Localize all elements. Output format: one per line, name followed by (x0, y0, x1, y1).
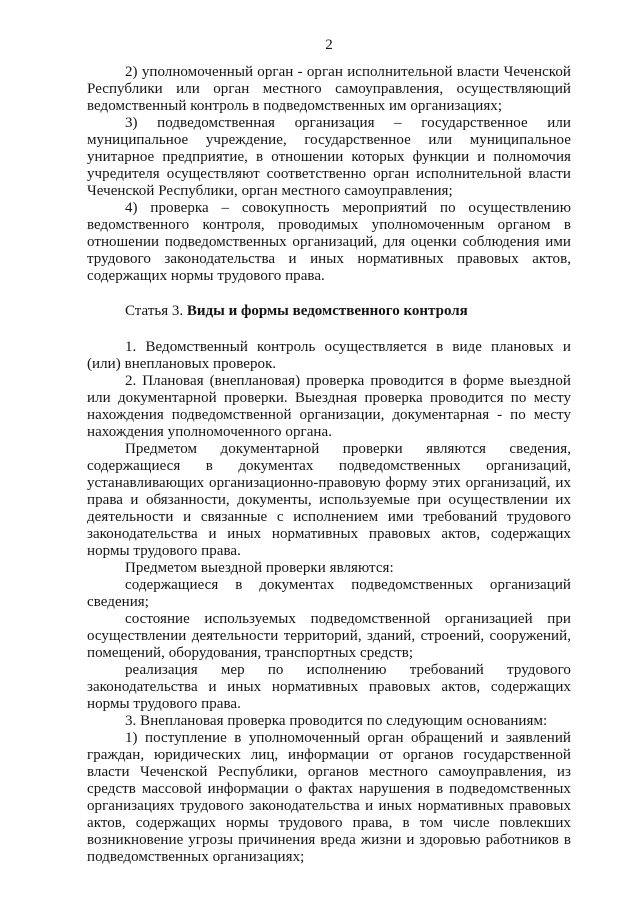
list-item-measures-implementation: реализация мер по исполнению требований трудового законодательства и иных нормативных правовых актов, содержащих нормы трудового права. (87, 662, 571, 712)
paragraph-documentary-subject: Предметом документарной проверки являются сведения, содержащиеся в документах подведомственных организаций, устанавливающих организационно-правовую форму этих организаций, их права и обязанности, документы, используемые при осуществлении их деятельности и связанные с исполнением ими требований трудового законодательства и иных нормативных правовых актов, содержащих нормы трудового права. (87, 441, 571, 559)
page-number: 2 (325, 37, 333, 53)
list-item-documents-info: содержащиеся в документах подведомственных организаций сведения; (87, 577, 571, 610)
paragraph-inspection-forms: 2. Плановая (внеплановая) проверка проводится в форме выездной или документарной проверки. Выездная проверка проводится по месту нахождения подведомственной организации, документарная - по месту нахождения уполномоченного органа. (87, 373, 571, 440)
list-item-premises-condition: состояние используемых подведомственной организацией при осуществлении деятельности территорий, зданий, строений, сооружений, помещений, оборудования, транспортных средств; (87, 611, 571, 661)
paragraph-onsite-subject-intro: Предметом выездной проверки являются: (125, 560, 394, 576)
paragraph-unscheduled-grounds: 3. Внеплановая проверка проводится по следующим основаниям: (125, 713, 548, 729)
article-heading (87, 303, 571, 320)
list-item-ground-appeals: 1) поступление в уполномоченный орган обращений и заявлений граждан, юридических лиц, информации от органов государственной власти Чеченской Республики, органов местного самоуправления, из средств массовой информации о фактах нарушения в подведомственных организациях трудового законодательства и иных нормативных правовых актов, содержащих нормы трудового права, в том числе повлекших возникновение угрозы причинения вреда жизни и здоровью работников в подведомственных организациях; (87, 730, 571, 865)
document-page (87, 36, 571, 866)
definition-item-inspection: 4) проверка – совокупность мероприятий по осуществлению ведомственного контроля, проводимых уполномоченным органом в отношении подведомственных организаций, для оценки соблюдения ими трудового законодательства и иных нормативных правовых актов, содержащих нормы трудового права. (87, 200, 571, 284)
article-title: Виды и формы ведомственного контроля (186, 303, 468, 319)
article-number: Статья 3. (125, 303, 187, 319)
paragraph-control-types: 1. Ведомственный контроль осуществляется в виде плановых и (или) внеплановых проверок. (87, 339, 571, 372)
definition-item-subordinate-organization: 3) подведомственная организация – государственное или муниципальное учреждение, государственное или муниципальное унитарное предприятие, в отношении которых функции и полномочия учредителя осуществляют соответственно орган исполнительной власти Чеченской Республики, орган местного самоуправления; (87, 115, 571, 199)
definition-item-authorized-body: 2) уполномоченный орган - орган исполнительной власти Чеченской Республики или орган местного самоуправления, осуществляющий ведомственный контроль в подведомственных им организациях; (87, 64, 571, 114)
